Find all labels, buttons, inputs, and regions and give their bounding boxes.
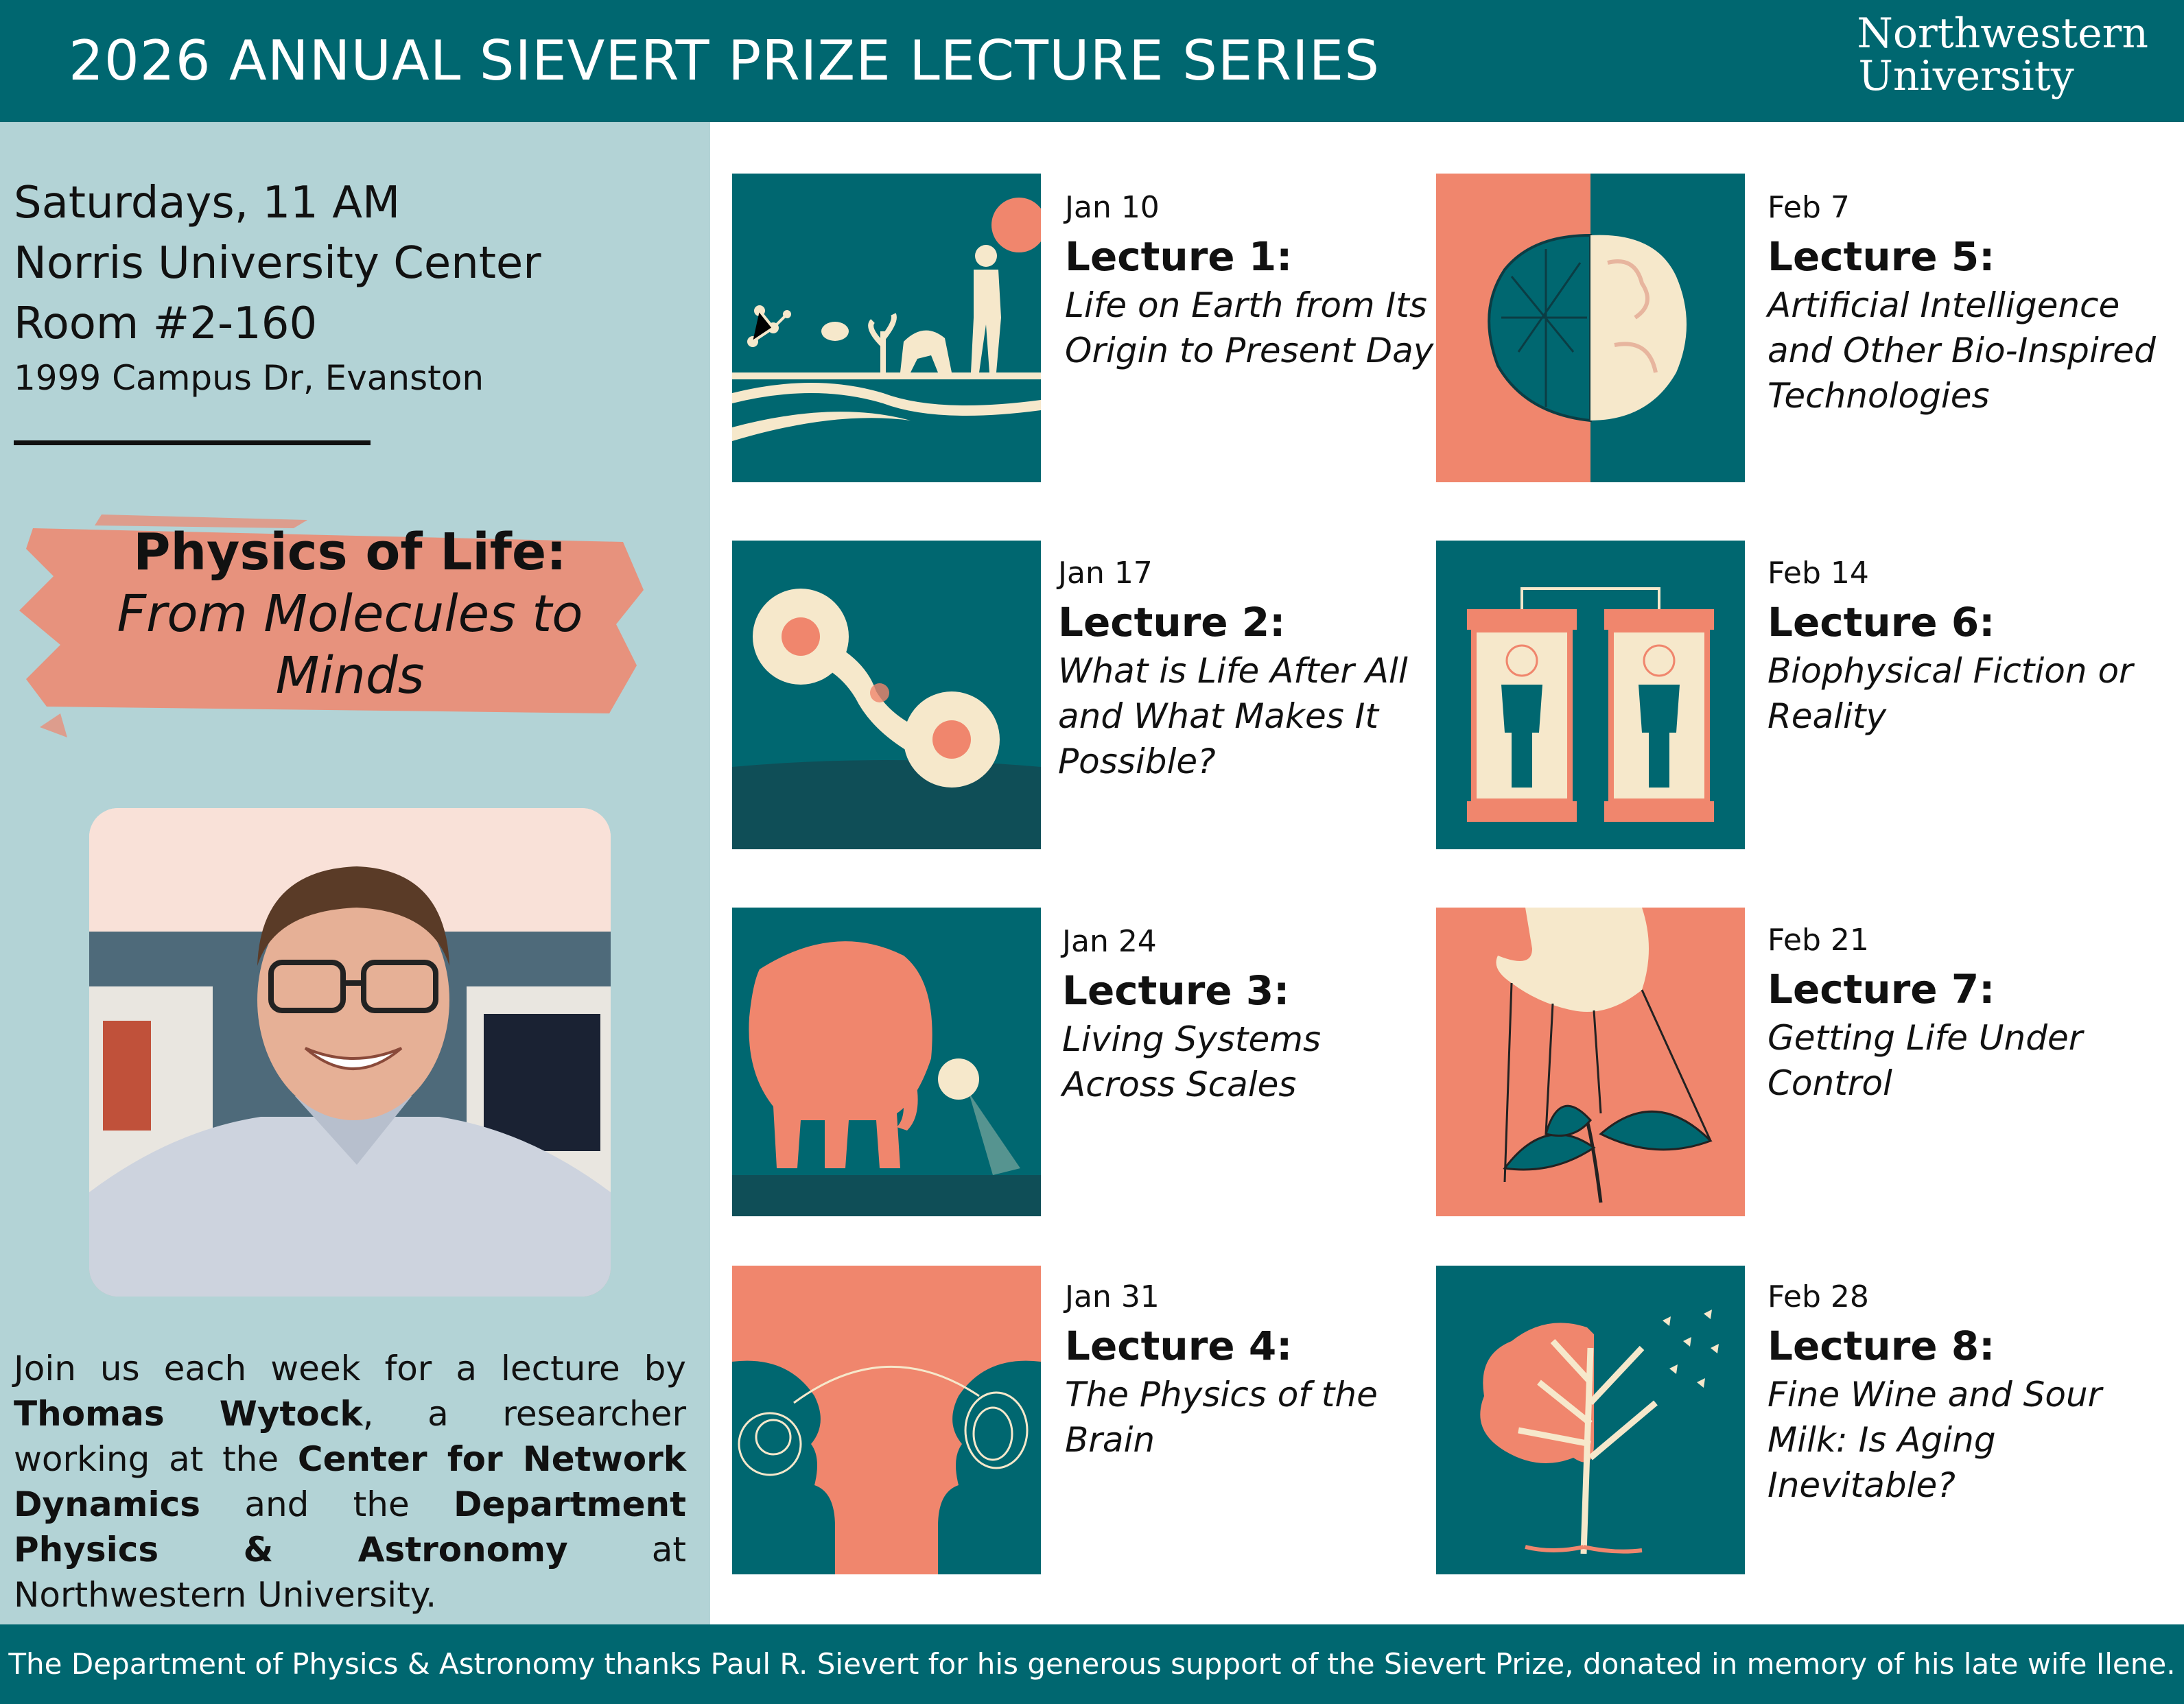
- lecture-3-text: [1062, 919, 1321, 1107]
- lecture-6-illustration: [1436, 541, 1745, 849]
- lecture-title: Life on Earth from Its Origin to Present Day: [1065, 285, 1434, 370]
- lecture-5-illustration: [1436, 174, 1745, 482]
- series-heading: [41, 521, 659, 707]
- footer-bar: [0, 1624, 2184, 1704]
- lecture-2-illustration: [732, 541, 1041, 849]
- lecture-title: Artificial Intelligence and Other Bio-Inspired Technologies: [1768, 285, 2156, 416]
- lecture-8-text: [1768, 1275, 2102, 1508]
- join-paragraph: Join us each week for a lecture by Thomas Wytock, a researcher working at the Center for Network Dynamics and the Department Physics & Astronomy at Northwestern University.: [14, 1349, 687, 1615]
- room-text: Room #2-160: [14, 298, 318, 349]
- speaker-name: Thomas Wytock: [14, 1394, 363, 1434]
- lecture-date: Feb 28: [1768, 1279, 1869, 1314]
- speaker-photo: [89, 808, 611, 1297]
- lecture-4-illustration: [732, 1266, 1041, 1574]
- series-title: Physics of Life:: [133, 523, 567, 582]
- center-name: Center for Network Dynamics: [14, 1439, 686, 1524]
- lecture-number: Lecture 1:: [1065, 233, 1293, 280]
- lecture-date: Jan 24: [1062, 924, 1157, 959]
- schedule-text: Saturdays, 11 AM: [14, 178, 401, 228]
- lecture-4-text: [1065, 1275, 1378, 1463]
- lecture-1-illustration: [732, 174, 1041, 482]
- series-subtitle: From Molecules to Minds: [117, 584, 583, 705]
- lecture-number: Lecture 2:: [1058, 599, 1286, 646]
- address-text: 1999 Campus Dr, Evanston: [14, 358, 484, 398]
- header-bar: [0, 0, 2184, 122]
- page-title: 2026 ANNUAL SIEVERT PRIZE LECTURE SERIES: [69, 29, 1380, 93]
- lecture-date: Jan 31: [1065, 1279, 1160, 1314]
- lecture-1-text: [1065, 185, 1433, 373]
- divider-rule: [14, 440, 371, 445]
- lecture-6-text: [1768, 551, 2133, 739]
- lecture-title: Living Systems Across Scales: [1062, 1019, 1322, 1104]
- lecture-date: Feb 7: [1768, 190, 1850, 225]
- lecture-5-text: [1768, 185, 2156, 418]
- footer-text: The Department of Physics & Astronomy thanks Paul R. Sievert for his generous support of the Sievert Prize, donated in memory of his late wife Ilene.: [8, 1647, 2176, 1681]
- lecture-title: What is Life After All and What Makes It Possible?: [1058, 651, 1408, 781]
- lecture-2-text: [1058, 551, 1408, 784]
- lecture-number: Lecture 4:: [1065, 1323, 1293, 1369]
- northwestern-logo: Northwestern University: [1857, 10, 2148, 100]
- lecture-title: Biophysical Fiction or Reality: [1768, 651, 2133, 736]
- venue-text: Norris University Center: [14, 238, 541, 289]
- event-info: [14, 173, 541, 402]
- department-name: Department Physics & Astronomy: [14, 1484, 686, 1570]
- lecture-date: Feb 14: [1768, 556, 1869, 591]
- lecture-number: Lecture 3:: [1062, 967, 1290, 1014]
- lecture-8-illustration: [1436, 1266, 1745, 1574]
- lecture-7-text: [1768, 918, 2082, 1106]
- lecture-title: Getting Life Under Control: [1768, 1018, 2083, 1103]
- lecture-7-illustration: [1436, 908, 1745, 1216]
- lecture-number: Lecture 8:: [1768, 1323, 1995, 1369]
- lecture-number: Lecture 5:: [1768, 233, 1995, 280]
- lecture-date: Feb 21: [1768, 923, 1869, 958]
- lecture-date: Jan 10: [1065, 190, 1160, 225]
- lecture-title: The Physics of the Brain: [1065, 1375, 1378, 1460]
- lecture-3-illustration: [732, 908, 1041, 1216]
- lecture-date: Jan 17: [1058, 556, 1153, 591]
- lecture-number: Lecture 6:: [1768, 599, 1995, 646]
- lecture-title: Fine Wine and Sour Milk: Is Aging Inevitable?: [1768, 1375, 2102, 1505]
- lecture-number: Lecture 7:: [1768, 966, 1995, 1013]
